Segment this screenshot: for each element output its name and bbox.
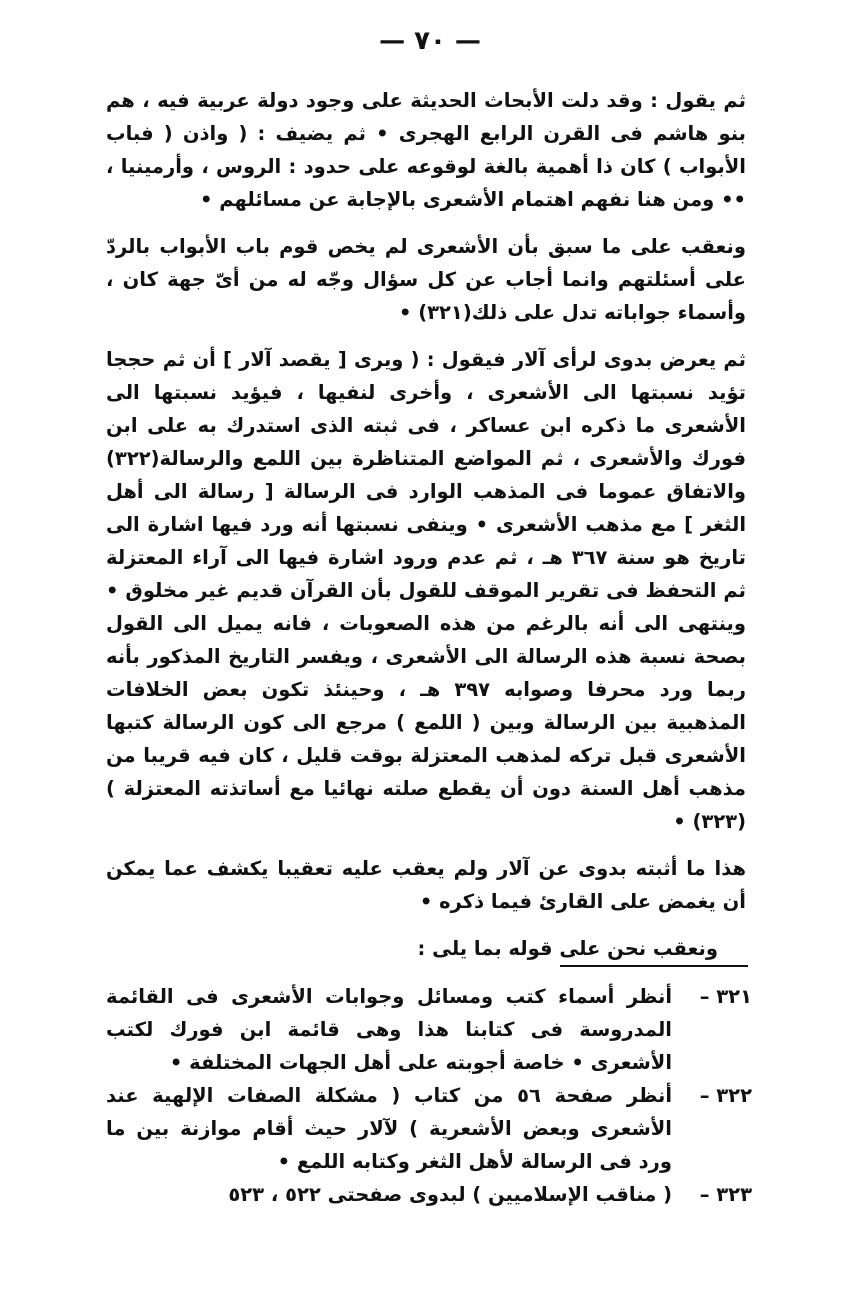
footnote-323	[106, 1178, 752, 1211]
paragraph-3: ثم يعرض بدوى لرأى آلار فيقول : ( ويرى [ يقصد آلار ] أن ثم حججا تؤيد نسبتها الى الأشعرى ، وأخرى لنفيها ، فيؤيد نسبتها الى الأشعرى ما ذكره ابن عساكر ، فى ثبته الذى استدرك به على ابن فورك والأشعرى ، ثم المواضع المتناظرة بين اللمع والرسالة(٣٢٢) والاتفاق عموما فى المذهب الوارد فى الرسالة [ رسالة الى أهل الثغر ] مع مذهب الأشعرى • وينفى نسبتها أنه ورد فيها اشارة الى تاريخ هو سنة ٣٦٧ هـ ، ثم عدم ورود اشارة فيها الى آراء المعتزلة ثم التحفظ فى تقرير الموقف للقول بأن القرآن قديم غير مخلوق • وينتهى الى أنه بالرغم من هذه الصعوبات ، فانه يميل الى القول بصحة نسبة هذه الرسالة الى الأشعرى ، ويفسر التاريخ المذكور بأنه ربما ورد محرفا وصوابه ٣٩٧ هـ ، وحينئذ تكون بعض الخلافات المذهبية بين الرسالة وبين ( اللمع ) مرجع الى كون الرسالة كتبها الأشعرى قبل تركه لمذهب المعتزلة بوقت قليل ، كان فيه قريبا من مذهب أهل السنة دون أن يقطع صلته نهائيا مع أساتذته المعتزلة )(٣٢٣) •	[106, 348, 746, 833]
paragraph-1: ثم يقول : وقد دلت الأبحاث الحديثة على وجود دولة عربية فيه ، هم بنو هاشم فى القرن الرابع الهجرى • ثم يضيف : ( واذن ( فباب الأبواب ) كان ذا أهمية بالغة لوقوعه على حدود : الروس ، وأرمينيا ، •• ومن هنا نفهم اهتمام الأشعرى بالإجابة عن مسائلهم •	[106, 89, 746, 211]
paragraph-5: ونعقب نحن على قوله بما يلى :	[417, 937, 718, 960]
footnote-divider	[560, 965, 748, 967]
footnote-number: ٣٢١ –	[699, 985, 752, 1008]
footnote-321	[106, 980, 752, 1079]
footnote-text: أنظر أسماء كتب ومسائل وجوابات الأشعرى فى القائمة المدروسة فى كتابنا هذا وهى قائمة ابن فورك لكتب الأشعرى • خاصة أجوبته على أهل الجهات المختلفة •	[106, 985, 672, 1074]
footnote-text: ( مناقب الإسلاميين ) لبدوى صفحتى ٥٢٢ ، ٥٢٣	[228, 1183, 672, 1206]
paragraph-4: هذا ما أثبته بدوى عن آلار ولم يعقب عليه تعقيبا يكشف عما يمكن أن يغمض على القارئ فيما ذكره •	[106, 857, 746, 913]
paragraph-2: ونعقب على ما سبق بأن الأشعرى لم يخص قوم باب الأبواب بالردّ على أسئلتهم وانما أجاب عن كل سؤال وجّه له من أىّ جهة كان ، وأسماء جواباته تدل على ذلك(٣٢١) •	[106, 235, 746, 324]
body-text	[106, 84, 746, 975]
footnotes	[106, 980, 752, 1211]
footnote-text: أنظر صفحة ٥٦ من كتاب ( مشكلة الصفات الإلهية عند الأشعرى وبعض الأشعرية ) لآلار حيث أقام موازنة بين ما ورد فى الرسالة لأهل الثغر وكتابه اللمع •	[106, 1084, 673, 1173]
footnote-number: ٣٢٣ –	[699, 1183, 752, 1206]
footnote-322	[106, 1079, 752, 1178]
page-number: — ٧٠ —	[379, 26, 481, 56]
footnote-number: ٣٢٢ –	[699, 1084, 752, 1107]
